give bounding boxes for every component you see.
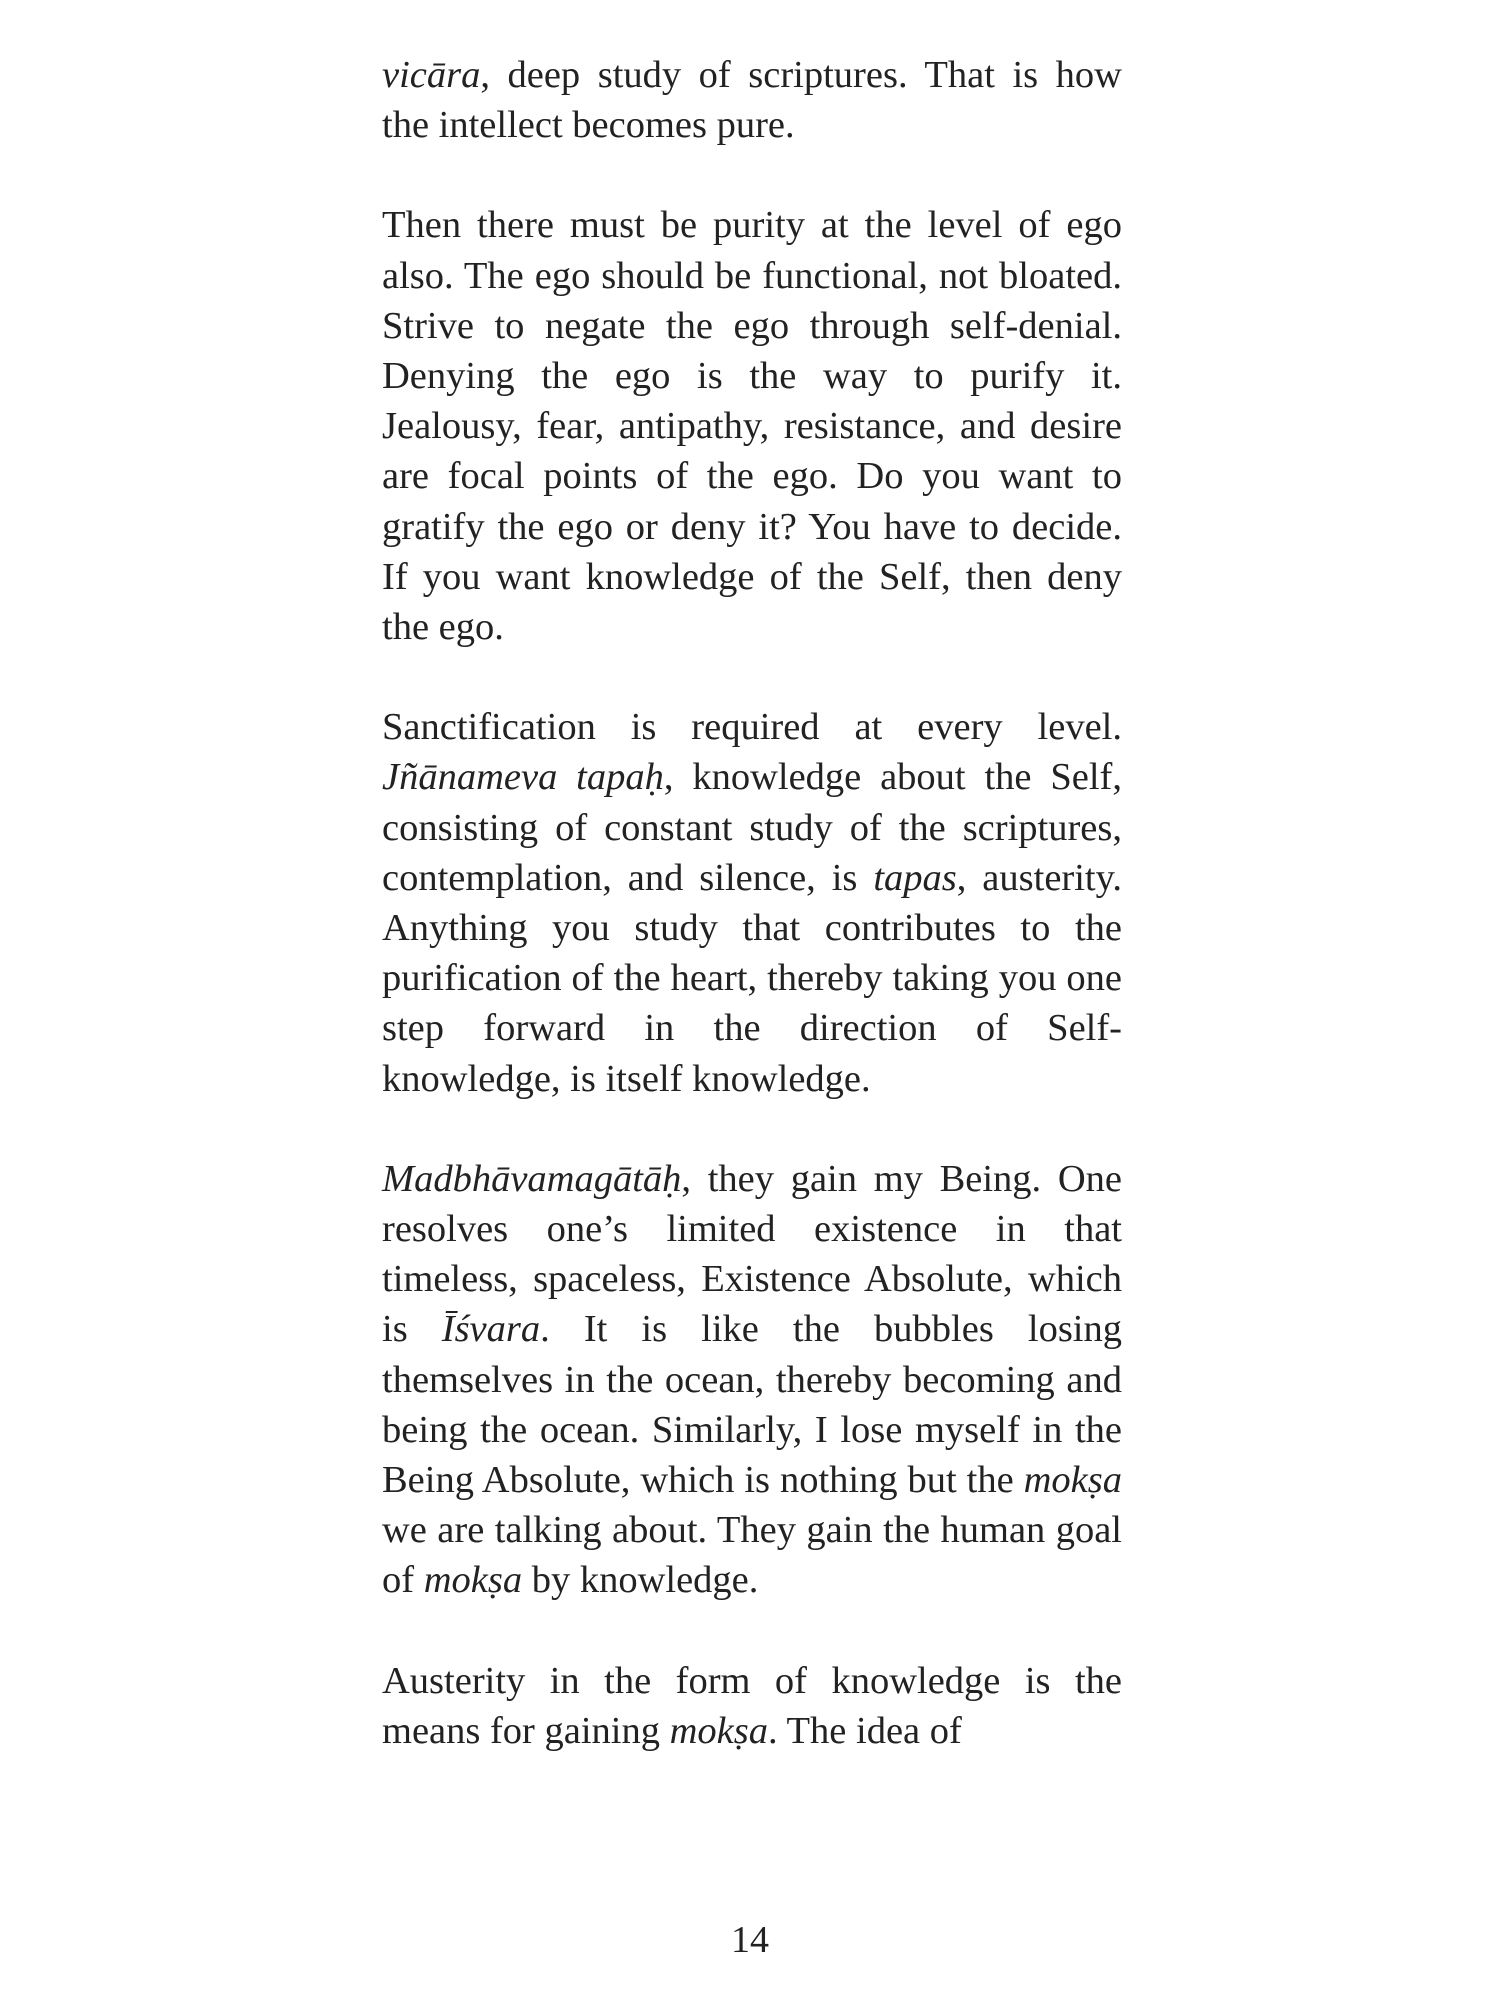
paragraph-text: by knowledge. — [522, 1559, 759, 1602]
term-moksa: mokṣa — [669, 1709, 768, 1752]
paragraph-4 — [382, 1154, 1122, 1606]
page-number: 14 — [731, 1919, 769, 1961]
term-moksa: mokṣa — [423, 1559, 523, 1602]
term-tapas: tapas — [873, 856, 957, 899]
paragraph-5 — [382, 1656, 1122, 1756]
paragraph-text: . The idea of — [767, 1709, 962, 1752]
paragraph-text: Then there must be purity at the level of ego also. The ego should be functional, not bloated. Strive to negate the ego through self-denial. Denying the ego is the way to purify it. Jealousy, fear, antipathy, resistance, and desire are focal points of the ego. Do you want to gratify the ego or deny it? You have to decide. If you want knowledge of the Self, then deny the ego. — [382, 204, 1122, 649]
paragraph-2 — [382, 200, 1122, 652]
paragraph-text: Austerity in the form of knowledge is the means for gaining — [382, 1659, 1122, 1752]
paragraph-text: , deep study of scriptures. That is how the intellect becomes pure. — [382, 54, 1122, 147]
paragraph-text: , they gain my Being. One resolves one’s limited existence in that timeless, spaceless, Existence Absolute, which is — [382, 1157, 1122, 1351]
paragraph-text: Sanctification is required at every level. — [382, 706, 1122, 749]
term-moksa: mokṣa — [1023, 1459, 1122, 1502]
term-jnanameva-tapah: Jñānameva tapaḥ — [382, 756, 664, 799]
body-text — [382, 50, 1122, 1756]
term-vicara: vicāra — [382, 54, 481, 96]
paragraph-text: , knowledge about the Self, consisting of constant study of the scriptures, contemplation, and silence, is — [382, 756, 1122, 899]
paragraph-text: we are talking about. They gain the human goal of — [382, 1509, 1122, 1602]
paragraph-text: , austerity. Anything you study that contributes to the purification of the heart, thereby taking you one step forward in the direction of Self-knowledge, is itself knowledge. — [382, 856, 1123, 1100]
term-madbhavamagatah: Madbhāvamagātāḥ — [382, 1157, 682, 1200]
paragraph-3 — [382, 702, 1122, 1104]
paragraph-text: . It is like the bubbles losing themselves in the ocean, thereby becoming and being the ocean. Similarly, I lose myself in the Being Absolute, which is nothing but the — [382, 1308, 1122, 1502]
term-isvara: Īśvara — [441, 1308, 541, 1351]
paragraph-1 — [382, 50, 1122, 150]
